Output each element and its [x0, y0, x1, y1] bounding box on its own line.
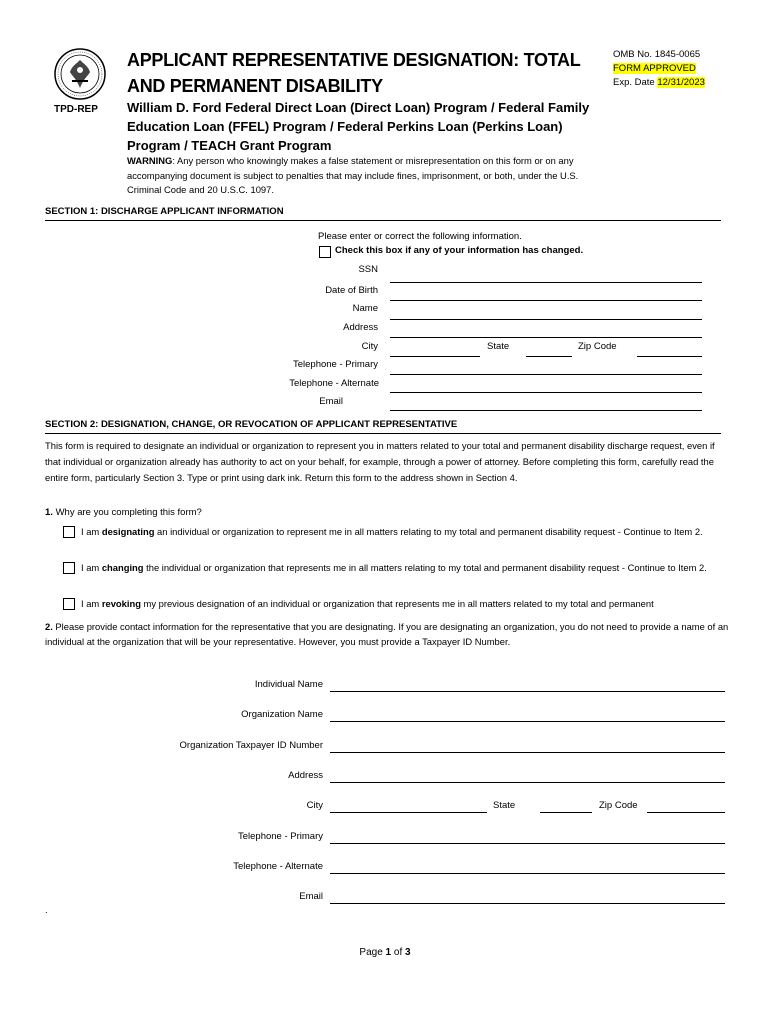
tel-alternate-label: Telephone - Alternate [289, 378, 379, 389]
rep-email-field[interactable] [330, 903, 725, 904]
info-changed-checkbox[interactable] [319, 246, 331, 258]
rep-zip-field[interactable] [647, 812, 725, 813]
option-designating-pre: I am [81, 526, 102, 537]
section2-heading: SECTION 2: DESIGNATION, CHANGE, OR REVOCATION OF APPLICANT REPRESENTATIVE [45, 419, 721, 434]
section1-instruction: Please enter or correct the following information. [318, 231, 522, 242]
option-changing-pre: I am [81, 562, 102, 573]
rep-tel-alternate-label: Telephone - Alternate [233, 861, 323, 872]
rep-address-label: Address [288, 770, 323, 781]
tel-primary-label: Telephone - Primary [292, 359, 378, 370]
page-mid: of [391, 947, 406, 958]
rep-organization-name-field[interactable] [330, 721, 725, 722]
stray-dot: . [45, 905, 48, 916]
option-designating [81, 524, 721, 539]
question-1-number: 1. [45, 507, 53, 518]
form-code: TPD-REP [54, 104, 98, 115]
changing-checkbox[interactable] [63, 562, 75, 574]
warning-label: WARNING [127, 155, 173, 166]
rep-tel-primary-field[interactable] [330, 843, 725, 844]
zip-field[interactable] [637, 356, 702, 357]
form-approved: FORM APPROVED [613, 63, 696, 74]
option-changing-bold: changing [101, 562, 144, 573]
form-title: APPLICANT REPRESENTATIVE DESIGNATION: TOTAL AND PERMANENT DISABILITY [127, 50, 581, 96]
rep-city-field[interactable] [330, 812, 487, 813]
rep-email-label: Email [299, 891, 323, 902]
rep-tel-alternate-field[interactable] [330, 873, 725, 874]
info-changed-label: Check this box if any of your information has changed. [335, 245, 584, 256]
tel-primary-field[interactable] [390, 374, 702, 375]
section1-heading: SECTION 1: DISCHARGE APPLICANT INFORMATION [45, 206, 721, 221]
city-field[interactable] [390, 356, 480, 357]
question-1-text: Why are you completing this form? [52, 507, 202, 518]
page-number [0, 947, 770, 958]
dob-field[interactable] [390, 300, 702, 301]
state-field[interactable] [526, 356, 572, 357]
designating-checkbox[interactable] [63, 526, 75, 538]
rep-tel-primary-label: Telephone - Primary [237, 831, 323, 842]
ssn-label: SSN [358, 264, 378, 275]
rep-state-label: State [493, 800, 516, 811]
name-label: Name [352, 303, 378, 314]
rep-state-field[interactable] [540, 812, 592, 813]
email-field[interactable] [390, 410, 702, 411]
question-2-number: 2. [45, 621, 53, 632]
rep-address-field[interactable] [330, 782, 725, 783]
address-label: Address [343, 322, 378, 333]
page-current: 1 [385, 947, 392, 958]
option-revoking-pre: I am [81, 598, 102, 609]
exp-label: Exp. Date [613, 77, 658, 88]
option-revoking-post: my previous designation of an individual or organization that represents me in all matters related to my total and permanent [140, 598, 654, 609]
email-label: Email [319, 396, 343, 407]
omb-block [613, 48, 705, 90]
zip-label: Zip Code [578, 341, 617, 352]
dob-label: Date of Birth [325, 285, 378, 296]
option-designating-post: an individual or organization to represent me in all matters relating to my total and permanent disability request - Continue to Item 2. [154, 526, 703, 537]
exp-date: 12/31/2023 [657, 77, 705, 88]
department-seal-icon [54, 48, 106, 100]
option-revoking [81, 596, 741, 611]
section2-intro: This form is required to designate an individual or organization to represent you in matters related to your total and permanent disability discharge request, even if that individual or organization already has authority to act on your behalf, for example, through a power of attorney. Before completing this form, carefully read the entire form, particularly Section 3. Type or print using dark ink. Return this form to the address shown in Section 4. [45, 440, 715, 483]
question-2 [45, 619, 735, 649]
revoking-checkbox[interactable] [63, 598, 75, 610]
option-revoking-bold: revoking [101, 598, 141, 609]
rep-individual-name-label: Individual Name [254, 679, 323, 690]
state-label: State [487, 341, 510, 352]
rep-tin-field[interactable] [330, 752, 725, 753]
city-label: City [361, 341, 378, 352]
rep-zip-label: Zip Code [599, 800, 638, 811]
rep-city-label: City [306, 800, 323, 811]
rep-individual-name-field[interactable] [330, 691, 725, 692]
option-changing-post: the individual or organization that represents me in all matters relating to my total and permanent disability request - Continue to Item 2. [143, 562, 707, 573]
option-designating-bold: designating [101, 526, 155, 537]
option-changing [81, 560, 721, 575]
question-2-text: Please provide contact information for the representative that you are designating. If you are designating an organization, you do not need to provide a name of an individual at the organization that will be your representative. However, you must provide a Taxpayer ID Number. [45, 621, 729, 647]
address-field[interactable] [390, 337, 702, 338]
warning-body: : Any person who knowingly makes a false statement or misrepresentation on this form or on any accompanying document is subject to penalties that may include fines, imprisonment, or both, under the U.S. Criminal Code and 20 U.S.C. 1097. [127, 155, 579, 195]
page-pre: Page [359, 947, 386, 958]
rep-organization-name-label: Organization Name [241, 709, 323, 720]
ssn-field[interactable] [390, 282, 702, 283]
rep-tin-label: Organization Taxpayer ID Number [179, 740, 323, 751]
page-total: 3 [405, 947, 411, 958]
question-1 [45, 507, 202, 518]
omb-number: OMB No. 1845-0065 [613, 49, 701, 60]
tel-alternate-field[interactable] [390, 392, 702, 393]
warning-text [127, 154, 607, 198]
program-subtitle: William D. Ford Federal Direct Loan (Direct Loan) Program / Federal Family Education Loan (FFEL) Program / Federal Perkins Loan (Perkins Loan) Program / TEACH Grant Program [127, 100, 590, 153]
name-field[interactable] [390, 319, 702, 320]
